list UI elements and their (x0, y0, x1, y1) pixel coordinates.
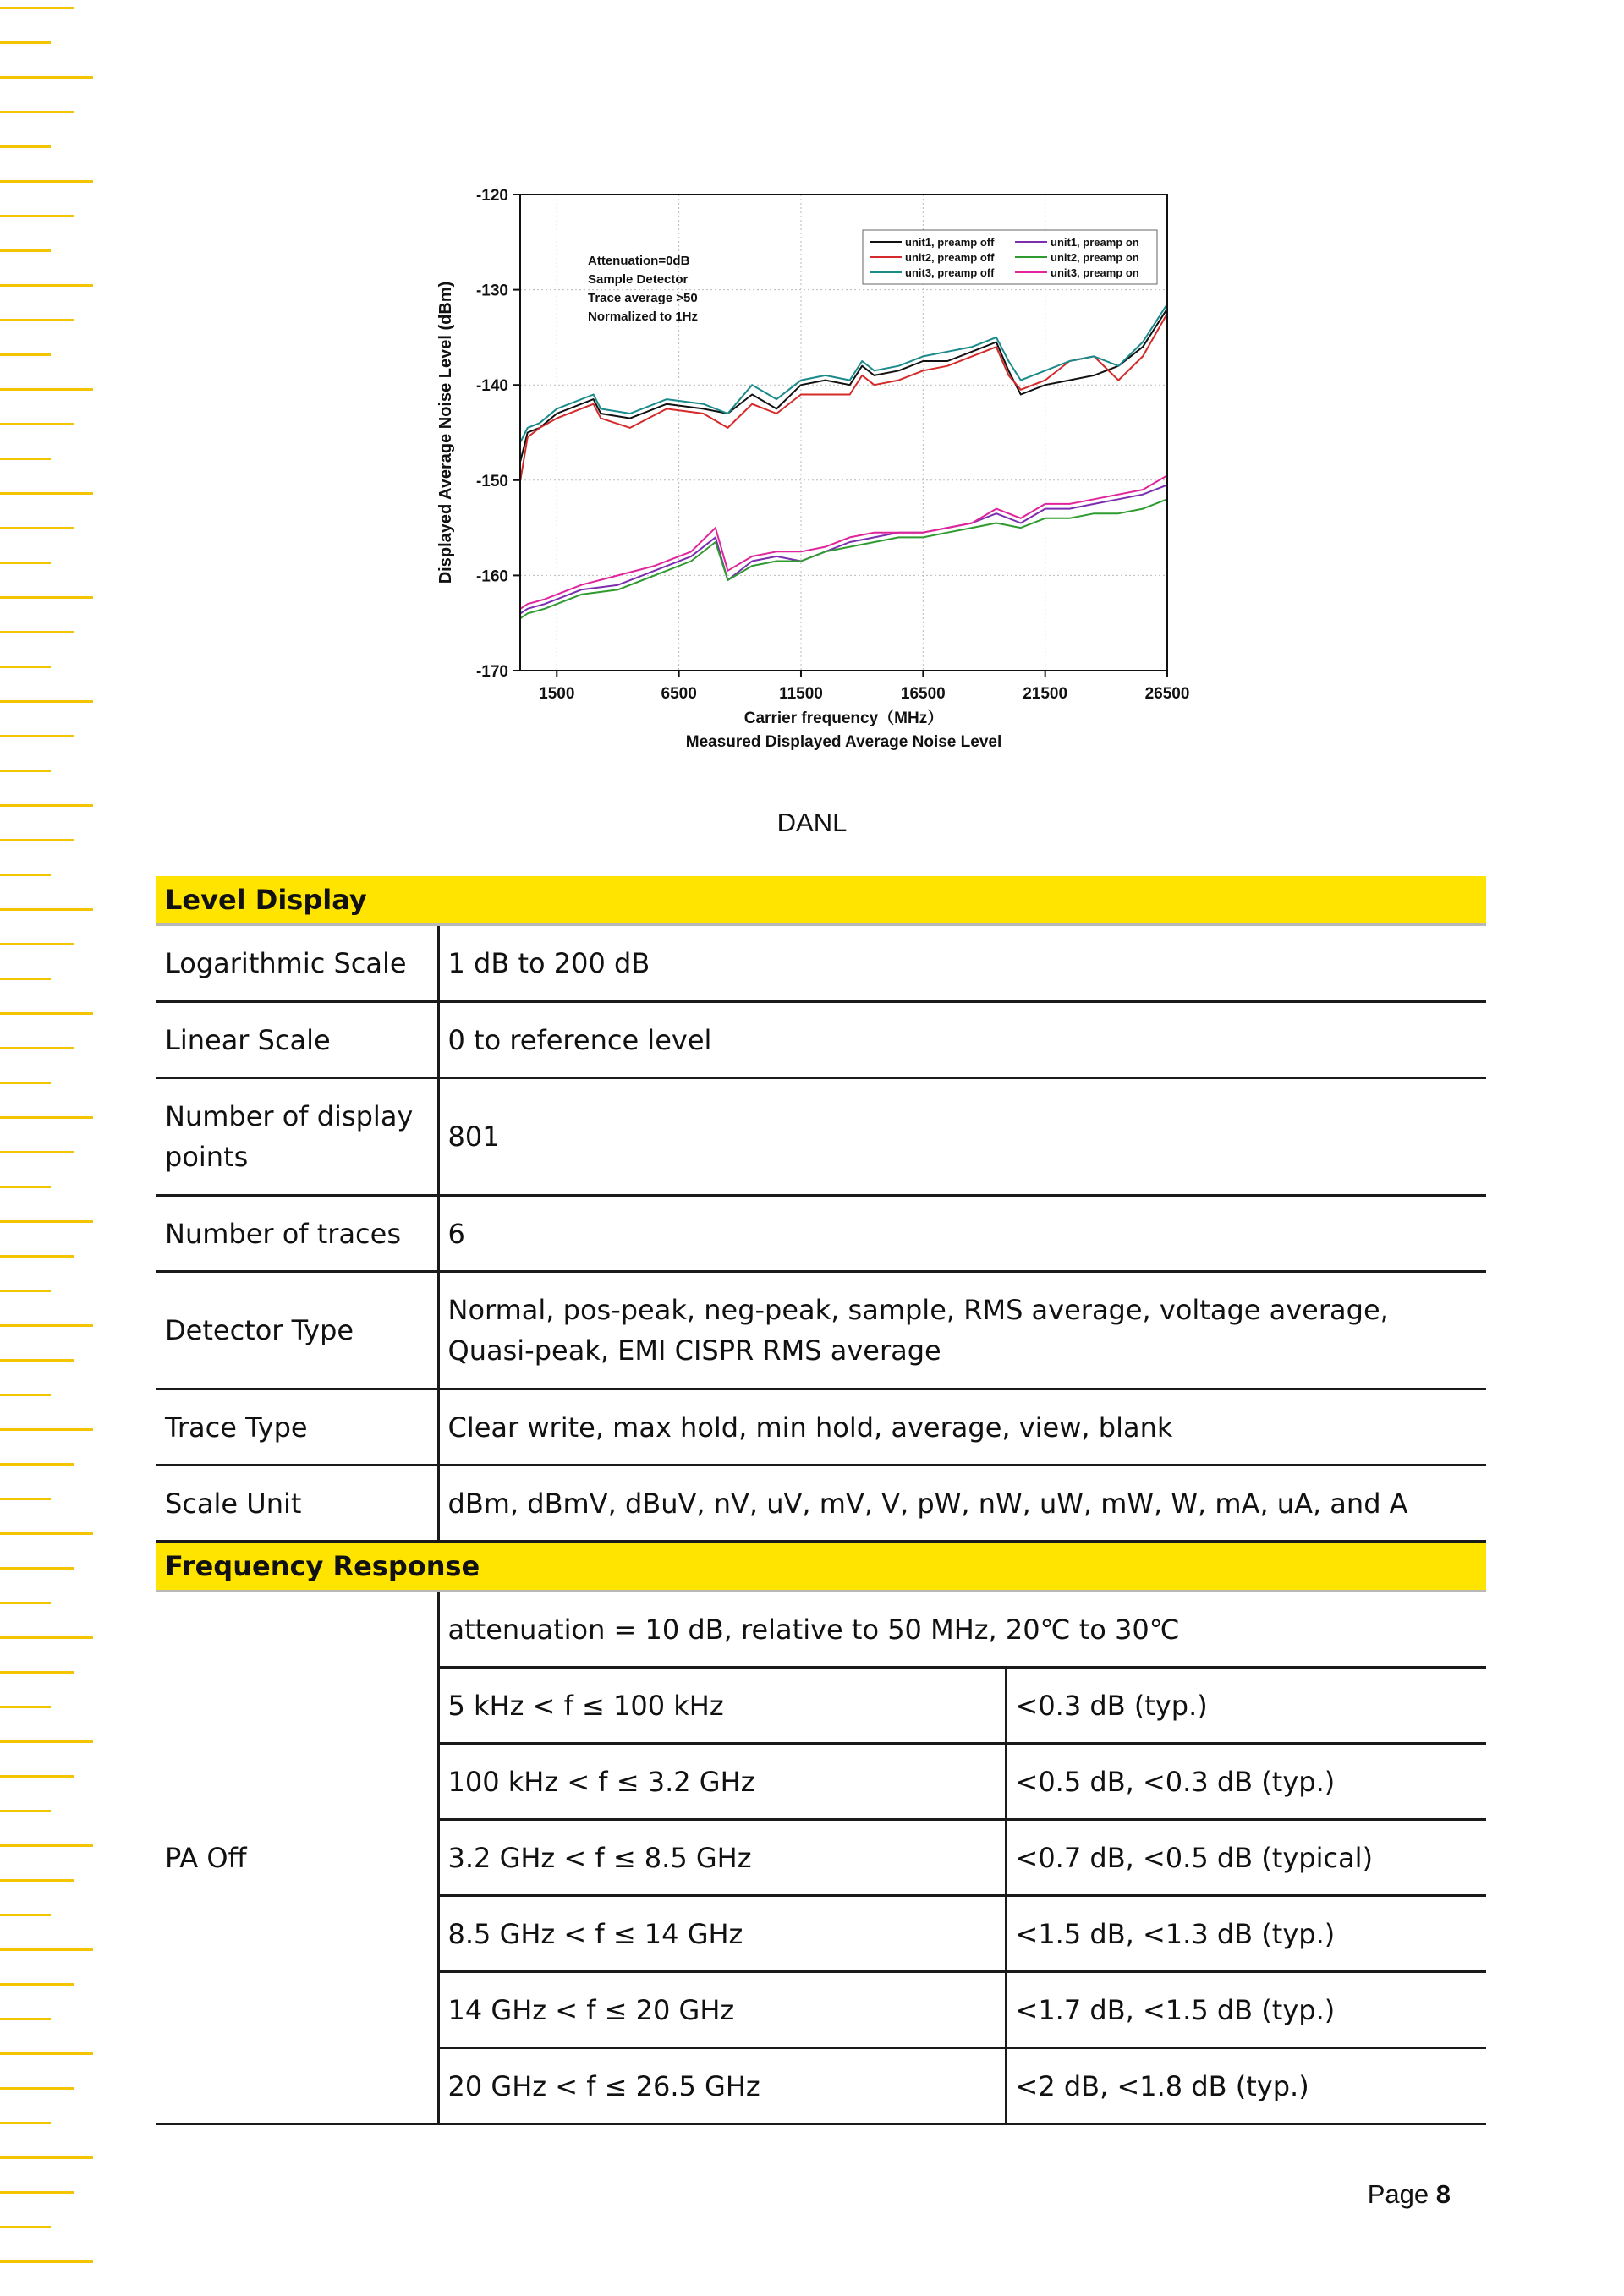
freq-spec: <1.5 dB, <1.3 dB (typ.) (1006, 1896, 1486, 1972)
legend-label: unit3, preamp on (1051, 266, 1139, 279)
spec-value: 6 (438, 1196, 1486, 1272)
spec-value: 801 (438, 1078, 1486, 1196)
decor-dash (0, 2052, 93, 2055)
decor-dash (0, 978, 51, 980)
y-axis-label: Displayed Average Noise Level (dBm) (436, 281, 455, 584)
decor-dash (0, 1914, 51, 1916)
decor-dash (0, 7, 74, 9)
spec-value: dBm, dBmV, dBuV, nV, uV, mV, V, pW, nW, uW, mW, W, mA, uA, and A (438, 1466, 1486, 1542)
chart-annotation: Attenuation=0dB (588, 254, 690, 268)
decor-dash (0, 1394, 51, 1396)
spec-row (156, 1389, 1486, 1466)
decor-dash (0, 1116, 93, 1119)
decor-dash (0, 1567, 74, 1570)
freq-range: 14 GHz < f ≤ 20 GHz (438, 1972, 1006, 2048)
decor-dash (0, 2018, 51, 2020)
freq-spec: <0.7 dB, <0.5 dB (typical) (1006, 1820, 1486, 1896)
decor-dash (0, 1255, 74, 1258)
chart-annotation: Trace average >50 (588, 291, 698, 305)
decor-dash (0, 1082, 51, 1084)
decor-dash (0, 596, 93, 599)
legend-label: unit1, preamp on (1051, 236, 1139, 249)
decor-dash (0, 1498, 51, 1500)
section-title: Frequency Response (156, 1542, 1486, 1592)
spec-label: Number of display points (156, 1078, 438, 1196)
page-number (1368, 2179, 1451, 2210)
decor-dash (0, 41, 51, 44)
x-tick-label: 21500 (1023, 685, 1068, 703)
decor-dash (0, 111, 74, 113)
spec-row (156, 1592, 1486, 1668)
decor-dash (0, 1671, 74, 1674)
decor-dash (0, 1602, 51, 1604)
decor-dash (0, 1359, 74, 1362)
freq-range: 100 kHz < f ≤ 3.2 GHz (438, 1744, 1006, 1820)
legend-label: unit2, preamp on (1051, 251, 1139, 264)
decor-dash (0, 2191, 74, 2194)
decor-dash (0, 145, 51, 148)
spec-row (156, 1272, 1486, 1389)
series-line (520, 314, 1167, 480)
page-prefix: Page (1367, 2179, 1429, 2209)
decor-dash (0, 215, 74, 217)
freq-spec: <0.5 dB, <0.3 dB (typ.) (1006, 1744, 1486, 1820)
decor-dash (0, 666, 51, 668)
freq-range: 3.2 GHz < f ≤ 8.5 GHz (438, 1820, 1006, 1896)
x-tick-label: 26500 (1144, 685, 1190, 703)
decor-dash (0, 908, 93, 911)
spec-row (156, 1466, 1486, 1542)
freq-range: 8.5 GHz < f ≤ 14 GHz (438, 1896, 1006, 1972)
freq-spec: <1.7 dB, <1.5 dB (typ.) (1006, 1972, 1486, 2048)
x-tick-label: 11500 (779, 685, 823, 703)
series-line (520, 475, 1167, 609)
page-number-value: 8 (1435, 2179, 1451, 2209)
decor-dash (0, 700, 93, 703)
decor-dash (0, 423, 74, 425)
spec-value: 1 dB to 200 dB (438, 925, 1486, 1002)
spec-condition: attenuation = 10 dB, relative to 50 MHz, 20℃ to 30℃ (438, 1592, 1486, 1668)
freq-range: 5 kHz < f ≤ 100 kHz (438, 1668, 1006, 1744)
decor-dash (0, 76, 93, 79)
x-axis-label: Carrier frequency（MHz） (743, 710, 944, 727)
spec-row (156, 1002, 1486, 1078)
decor-dash (0, 249, 51, 252)
decor-dash (0, 874, 51, 876)
decor-dash (0, 2122, 51, 2124)
spec-label: Number of traces (156, 1196, 438, 1272)
decor-dash (0, 631, 74, 633)
chart-annotation: Sample Detector (588, 272, 689, 287)
series-line (520, 499, 1167, 618)
decor-dash (0, 804, 93, 807)
decor-dash (0, 1706, 51, 1708)
spec-label: Logarithmic Scale (156, 925, 438, 1002)
decor-dash (0, 319, 74, 321)
series-line (520, 304, 1167, 442)
decor-dash (0, 388, 93, 391)
decor-dash (0, 1636, 93, 1639)
danl-chart-svg (423, 178, 1218, 770)
decor-dash (0, 1220, 93, 1223)
decor-dash (0, 1879, 74, 1882)
decor-dash (0, 2087, 74, 2090)
x-tick-label: 6500 (661, 685, 697, 703)
freq-spec: <2 dB, <1.8 dB (typ.) (1006, 2048, 1486, 2124)
legend-label: unit3, preamp off (905, 266, 995, 279)
decor-dash (0, 1290, 51, 1292)
chart-annotation: Normalized to 1Hz (588, 310, 699, 324)
x-tick-label: 1500 (539, 685, 575, 703)
decor-dash (0, 492, 93, 495)
y-tick-label: -140 (475, 377, 508, 396)
decor-dash (0, 1428, 93, 1431)
decor-dash (0, 1012, 93, 1015)
section-title: Level Display (156, 876, 1486, 925)
decor-dash (0, 1740, 93, 1743)
margin-decoration (0, 0, 102, 2296)
legend-label: unit2, preamp off (905, 251, 995, 264)
figure-caption: DANL (776, 808, 848, 837)
spec-table (156, 876, 1486, 2125)
y-tick-label: -150 (475, 472, 508, 490)
legend-label: unit1, preamp off (905, 236, 995, 249)
decor-dash (0, 458, 51, 460)
chart-caption: Measured Displayed Average Noise Level (685, 733, 1002, 751)
spec-label: Detector Type (156, 1272, 438, 1389)
decor-dash (0, 1844, 93, 1847)
decor-dash (0, 353, 51, 356)
decor-dash (0, 1324, 93, 1327)
decor-dash (0, 284, 93, 287)
spec-row (156, 925, 1486, 1002)
decor-dash (0, 1151, 74, 1153)
spec-value: Clear write, max hold, min hold, average, view, blank (438, 1389, 1486, 1466)
section-header-frequency-response (156, 1542, 1486, 1592)
decor-dash (0, 2226, 51, 2228)
freq-spec: <0.3 dB (typ.) (1006, 1668, 1486, 1744)
section-header-level-display (156, 876, 1486, 925)
decor-dash (0, 839, 74, 841)
spec-row (156, 1078, 1486, 1196)
decor-dash (0, 943, 74, 945)
decor-dash (0, 1983, 74, 1986)
spec-row (156, 1196, 1486, 1272)
decor-dash (0, 1186, 51, 1188)
y-tick-label: -120 (475, 187, 508, 205)
decor-dash (0, 2156, 93, 2159)
decor-dash (0, 2260, 93, 2263)
decor-dash (0, 527, 74, 529)
spec-label: Linear Scale (156, 1002, 438, 1078)
spec-label: Trace Type (156, 1389, 438, 1466)
decor-dash (0, 1810, 51, 1812)
spec-value: 0 to reference level (438, 1002, 1486, 1078)
x-tick-label: 16500 (900, 685, 946, 703)
y-tick-label: -160 (475, 567, 508, 586)
y-tick-label: -170 (475, 663, 508, 681)
decor-dash (0, 1948, 93, 1951)
freq-range: 20 GHz < f ≤ 26.5 GHz (438, 2048, 1006, 2124)
decor-dash (0, 1463, 74, 1466)
danl-chart (423, 178, 1218, 770)
spec-value: Normal, pos-peak, neg-peak, sample, RMS average, voltage average, Quasi-peak, EMI CISPR RMS average (438, 1272, 1486, 1389)
decor-dash (0, 1047, 74, 1049)
y-tick-label: -130 (475, 282, 508, 300)
decor-dash (0, 735, 74, 737)
decor-dash (0, 1775, 74, 1778)
spec-label: Scale Unit (156, 1466, 438, 1542)
decor-dash (0, 1532, 93, 1535)
decor-dash (0, 180, 93, 183)
decor-dash (0, 562, 51, 564)
spec-group-label: PA Off (156, 1592, 438, 2124)
decor-dash (0, 770, 51, 772)
